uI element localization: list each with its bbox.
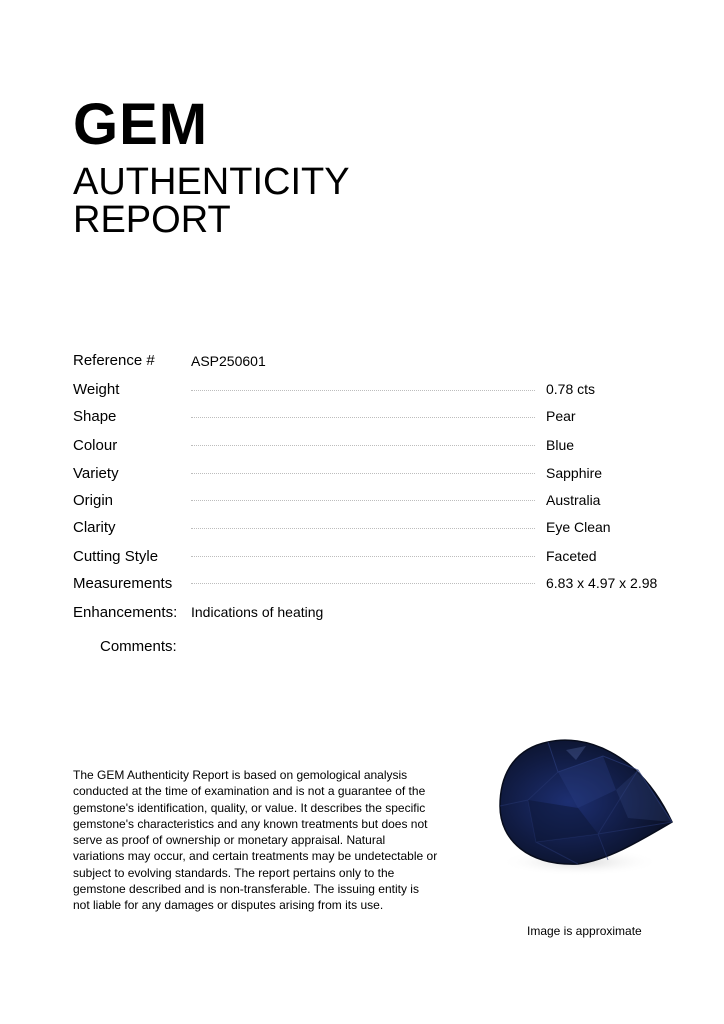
shape-label: Shape (73, 408, 117, 425)
image-caption: Image is approximate (527, 924, 642, 938)
leader-dots (191, 473, 535, 474)
pear-sapphire-photo (488, 730, 684, 880)
reference-value: ASP250601 (191, 353, 266, 369)
leader-dots (191, 556, 535, 557)
subtitle-line-2: REPORT (73, 199, 231, 241)
disclaimer-text: The GEM Authenticity Report is based on gemological analysis conducted at the time of examination and is not a guarantee of the gemstone's identification, quality, or value. It describes the specific gemstone's characteristics and any known treatments but does not serve as proof of ownership or monetary appraisal. Natural variations may occur, and certain treatments may be undetectable or subject to evolving standards. The report pertains only to the gemstone described and is non-transferable. The issuing entity is not liable for any damages or disputes arising from its use. (73, 768, 438, 913)
colour-value: Blue (546, 437, 575, 453)
measurements-value: 6.83 x 4.97 x 2.98 (546, 575, 658, 591)
clarity-value: Eye Clean (546, 519, 611, 535)
leader-dots (191, 417, 535, 418)
subtitle-line-1: AUTHENTICITY (73, 161, 350, 203)
enhancements-label: Enhancements: (73, 604, 178, 621)
comments-label: Comments: (100, 638, 177, 655)
cutting-style-label: Cutting Style (73, 548, 159, 565)
origin-value: Australia (546, 492, 601, 508)
leader-dots (191, 390, 535, 391)
enhancements-value: Indications of heating (191, 604, 324, 620)
shape-value: Pear (546, 408, 576, 424)
clarity-label: Clarity (73, 519, 116, 536)
variety-value: Sapphire (546, 465, 603, 481)
report-subtitle (73, 163, 350, 239)
leader-dots (191, 445, 535, 446)
weight-value: 0.78 cts (546, 381, 596, 397)
origin-label: Origin (73, 492, 114, 509)
leader-dots (191, 583, 535, 584)
colour-label: Colour (73, 437, 118, 454)
cutting-style-value: Faceted (546, 548, 597, 564)
variety-label: Variety (73, 465, 119, 482)
report-title: GEM (73, 92, 209, 157)
reference-label: Reference # (73, 352, 155, 369)
leader-dots (191, 500, 535, 501)
measurements-label: Measurements (73, 575, 173, 592)
weight-label: Weight (73, 381, 120, 398)
leader-dots (191, 528, 535, 529)
